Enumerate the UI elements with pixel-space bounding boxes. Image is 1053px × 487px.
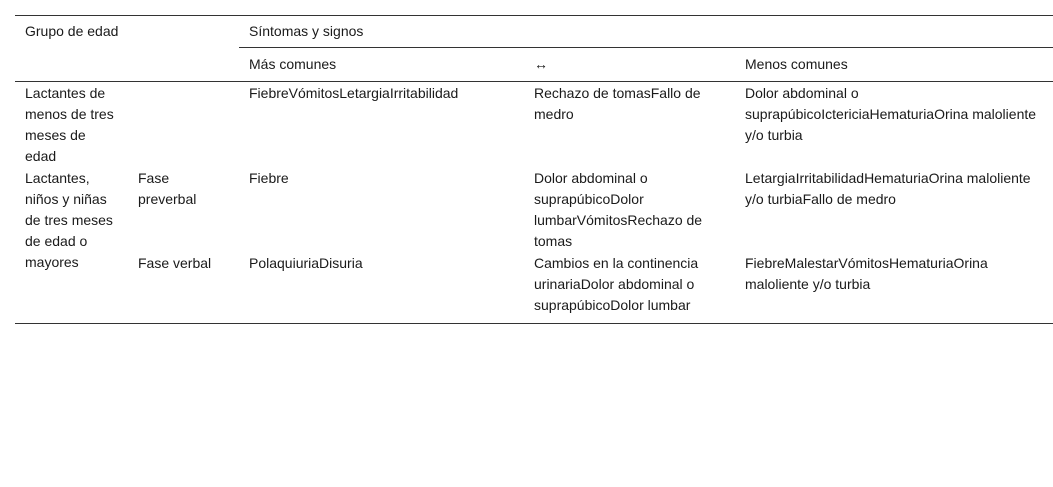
symptoms-header-label: Síntomas y signos bbox=[249, 23, 364, 39]
table-row bbox=[15, 167, 1053, 252]
table-row bbox=[15, 252, 1053, 324]
less-common-cell: FiebreMalestarVómitosHematuriaOrina maloliente y/o turbia bbox=[735, 252, 1053, 324]
more-common-cell: FiebreVómitosLetargiaIrritabilidad bbox=[249, 85, 459, 101]
phase-cell: Fase verbal bbox=[128, 252, 239, 324]
symptoms-header bbox=[239, 16, 1053, 48]
age-group-header bbox=[15, 16, 239, 82]
less-common-cell: Dolor abdominal o suprapúbicoIctericiaHematuriaOrina maloliente y/o turbia bbox=[745, 85, 1037, 143]
header-row-1 bbox=[15, 16, 1053, 48]
less-common-header: Menos comunes bbox=[735, 48, 1053, 82]
age-cell: Lactantes de menos de tres meses de edad bbox=[25, 85, 114, 164]
intermediate-cell: Dolor abdominal o suprapúbicoDolor lumbarVómitosRechazo de tomas bbox=[534, 170, 703, 249]
intermediate-header: ↔ bbox=[524, 48, 735, 82]
intermediate-cell: Cambios en la continencia urinariaDolor abdominal o suprapúbicoDolor lumbar bbox=[524, 252, 735, 324]
symptoms-table bbox=[15, 15, 1053, 324]
less-common-cell: LetargiaIrritabilidadHematuriaOrina maloliente y/o turbiaFallo de medro bbox=[745, 170, 1031, 207]
more-common-cell: Fiebre bbox=[249, 170, 289, 186]
more-common-header: Más comunes bbox=[239, 48, 524, 82]
table-row bbox=[15, 82, 1053, 168]
age-cell: Lactantes, niños y niñas de tres meses de edad o mayores bbox=[15, 167, 128, 324]
phase-cell bbox=[128, 82, 239, 168]
age-group-header-label: Grupo de edad bbox=[25, 23, 119, 39]
phase-cell: Fase preverbal bbox=[138, 170, 197, 207]
intermediate-cell: Rechazo de tomasFallo de medro bbox=[534, 85, 701, 122]
more-common-cell: PolaquiuriaDisuria bbox=[239, 252, 524, 324]
